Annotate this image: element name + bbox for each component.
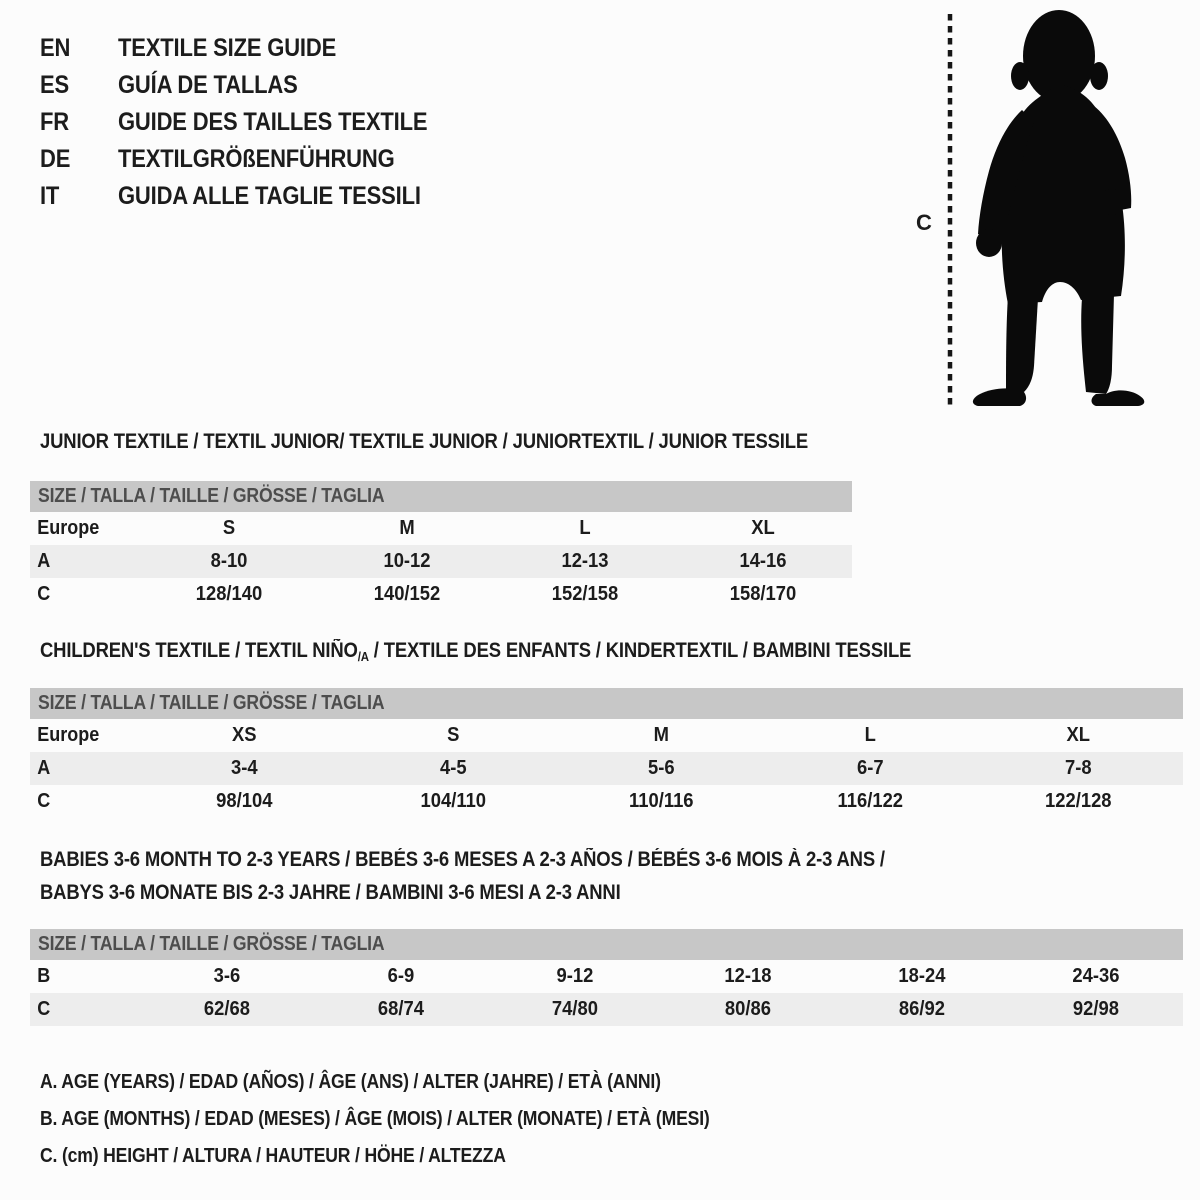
table-row [30,752,1183,785]
section-title-babies [40,843,1000,909]
row-label: Europe [37,517,100,539]
language-code [40,104,118,141]
table-cell: 6-7 [856,757,884,779]
table-cell: 3-4 [231,757,258,779]
table-cell: 4-5 [439,757,467,779]
size-header-bar: SIZE / TALLA / TAILLE / GRÖSSE / TAGLIA [30,688,1183,719]
language-title-text: GUIDE DES TAILLES TEXTILE [118,108,428,136]
row-label: A [37,757,51,779]
table-cell: 12-13 [561,550,609,572]
table-cell: 5-6 [648,757,675,779]
table-cell: 68/74 [377,998,424,1020]
table-cell: 128/140 [195,583,263,605]
table-row [30,719,1183,752]
table-cell: 140/152 [373,583,441,605]
size-table-junior [30,481,852,611]
table-cell: 8-10 [210,550,248,572]
table-cell: 92/98 [1073,998,1120,1020]
size-table-babies [30,929,1183,1026]
language-code [40,178,118,215]
babies-title-line1: BABIES 3-6 MONTH TO 2-3 YEARS / BEBÉS 3-6 MESES A 2-3 AÑOS / BÉBÉS 3-6 MOIS À 2-3 ANS / [40,848,885,871]
table-cell: 110/116 [629,790,694,812]
table-cell: 10-12 [383,550,431,572]
language-code-text: FR [40,108,69,136]
language-title-text: GUÍA DE TALLAS [118,71,298,99]
row-label: A [37,550,51,572]
table-cell: 104/110 [420,790,486,812]
language-code-text: IT [40,182,60,210]
table-row [30,993,1183,1026]
table-cell: 116/122 [837,790,903,812]
row-label: Europe [37,724,100,746]
language-title-text: TEXTILGRÖßENFÜHRUNG [118,145,395,173]
language-code-text: DE [40,145,71,173]
language-row [40,104,470,141]
table-cell: 12-18 [724,965,772,987]
language-code [40,141,118,178]
table-cell: 7-8 [1065,757,1092,779]
section-title-junior: JUNIOR TEXTILE / TEXTIL JUNIOR/ TEXTILE JUNIOR / JUNIORTEXTIL / JUNIOR TESSILE [40,430,809,453]
table-cell: 122/128 [1045,790,1112,812]
language-code [40,30,118,67]
legend [40,1064,801,1175]
legend-line-c: C. (cm) HEIGHT / ALTURA / HAUTEUR / HÖHE / ALTEZZA [40,1145,506,1167]
table-cell: 3-6 [213,965,241,987]
row-label: B [37,965,51,987]
babies-title-line2: BABYS 3-6 MONATE BIS 2-3 JAHRE / BAMBINI 3-6 MESI A 2-3 ANNI [40,881,621,904]
row-label: C [37,998,51,1020]
table-cell: L [579,517,591,539]
language-row [40,30,470,67]
language-title [118,67,322,104]
table-row [30,545,852,578]
language-title [118,30,366,67]
table-row [30,960,1183,993]
table-cell: 158/170 [729,583,797,605]
table-cell: XL [751,517,775,539]
table-cell: M [653,724,670,746]
language-title [118,141,432,178]
language-code-text: EN [40,34,71,62]
language-row [40,141,470,178]
language-row [40,67,470,104]
table-row [30,512,852,545]
row-label: C [37,790,51,812]
row-label: C [37,583,51,605]
language-code [40,67,118,104]
table-cell: 152/158 [551,583,619,605]
table-cell: 98/104 [216,790,273,812]
table-cell: XS [232,724,257,746]
language-title-text: TEXTILE SIZE GUIDE [118,34,337,62]
section-title-children: CHILDREN'S TEXTILE / TEXTIL $NIÑO_{/A}$ / TEXTILE DES ENFANTS / KINDERTEXTIL / BAMBINI TESSILE [40,639,912,664]
nino-a-subscript: /A [357,649,369,664]
table-row [30,785,1183,818]
legend-line-a: A. AGE (YEARS) / EDAD (AÑOS) / ÂGE (ANS) / ALTER (JAHRE) / ETÀ (ANNI) [40,1071,661,1093]
table-cell: XL [1066,724,1091,746]
figure-label-c: C [916,210,932,235]
table-cell: M [399,517,415,539]
table-cell: 9-12 [556,965,593,987]
size-header-bar: SIZE / TALLA / TAILLE / GRÖSSE / TAGLIA [30,481,852,512]
table-cell: S [446,724,460,746]
table-cell: 18-24 [898,965,946,987]
toddler-silhouette-icon [900,0,1200,425]
table-cell: 24-36 [1072,965,1120,987]
language-title [118,104,470,141]
table-cell: 80/86 [725,998,772,1020]
language-code-text: ES [40,71,69,99]
language-list [40,30,470,215]
table-cell: 14-16 [739,550,787,572]
legend-line-b: B. AGE (MONTHS) / EDAD (MESES) / ÂGE (MOIS) / ALTER (MONATE) / ETÀ (MESI) [40,1108,710,1130]
table-cell: 62/68 [203,998,250,1020]
language-row [40,178,470,215]
size-figure [900,0,1200,425]
table-cell: 86/92 [899,998,946,1020]
table-cell: L [864,724,876,746]
table-row [30,578,852,611]
size-header-bar: SIZE / TALLA / TAILLE / GRÖSSE / TAGLIA [30,929,1183,960]
table-cell: S [222,517,236,539]
language-title [118,178,462,215]
language-title-text: GUIDA ALLE TAGLIE TESSILI [118,182,421,210]
table-cell: 74/80 [551,998,598,1020]
size-table-children [30,688,1183,818]
table-cell: 6-9 [387,965,415,987]
